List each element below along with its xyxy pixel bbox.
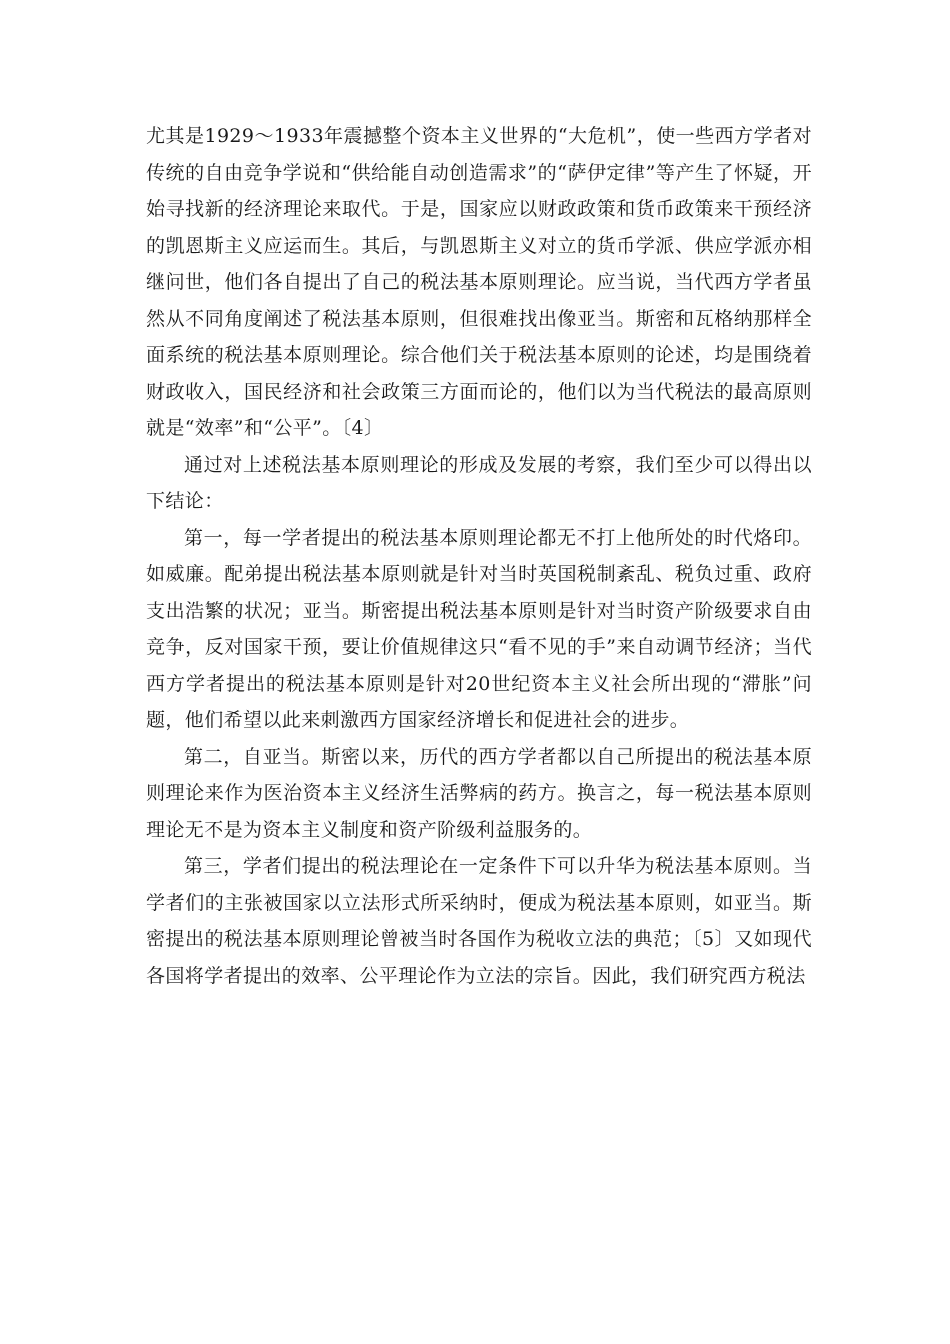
paragraph-conclusions-intro: 通过对上述税法基本原则理论的形成及发展的考察，我们至少可以得出以下结论： (146, 453, 812, 512)
paragraph-conclusion-third: 第三，学者们提出的税法理论在一定条件下可以升华为税法基本原则。当学者们的主张被国家以立法形式所采纳时，便成为税法基本原则，如亚当。斯密提出的税法基本原则理论曾被当时各国作为税收立法的典范；〔5〕又如现代各国将学者提出的效率、公平理论作为立法的宗旨。因此，我们研究西方税法 (146, 855, 812, 987)
paragraph-conclusion-second: 第二，自亚当。斯密以来，历代的西方学者都以自己所提出的税法基本原则理论来作为医治资本主义经济生活弊病的药方。换言之，每一税法基本原则理论无不是为资本主义制度和资产阶级利益服务的。 (146, 745, 812, 841)
document-body (146, 118, 812, 994)
paragraph-conclusion-first: 第一，每一学者提出的税法基本原则理论都无不打上他所处的时代烙印。如威廉。配弟提出税法基本原则就是针对当时英国税制紊乱、税负过重、政府支出浩繁的状况；亚当。斯密提出税法基本原则是针对当时资产阶级要求自由竞争，反对国家干预，要让价值规律这只“看不见的手”来自动调节经济；当代西方学者提出的税法基本原则是针对20世纪资本主义社会所出现的“滞胀”问题，他们希望以此来刺激西方国家经济增长和促进社会的进步。 (146, 526, 812, 731)
paragraph-great-depression-keynesianism: 尤其是1929～1933年震撼整个资本主义世界的“大危机”，使一些西方学者对传统的自由竞争学说和“供给能自动创造需求”的“萨伊定律”等产生了怀疑，开始寻找新的经济理论来取代。于是，国家应以财政政策和货币政策来干预经济的凯恩斯主义应运而生。其后，与凯恩斯主义对立的货币学派、供应学派亦相继问世，他们各自提出了自己的税法基本原则理论。应当说，当代西方学者虽然从不同角度阐述了税法基本原则，但很难找出像亚当。斯密和瓦格纳那样全面系统的税法基本原则理论。综合他们关于税法基本原则的论述，均是围绕着财政收入，国民经济和社会政策三方面而论的，他们以为当代税法的最高原则就是“效率”和“公平”。〔4〕 (146, 125, 812, 439)
